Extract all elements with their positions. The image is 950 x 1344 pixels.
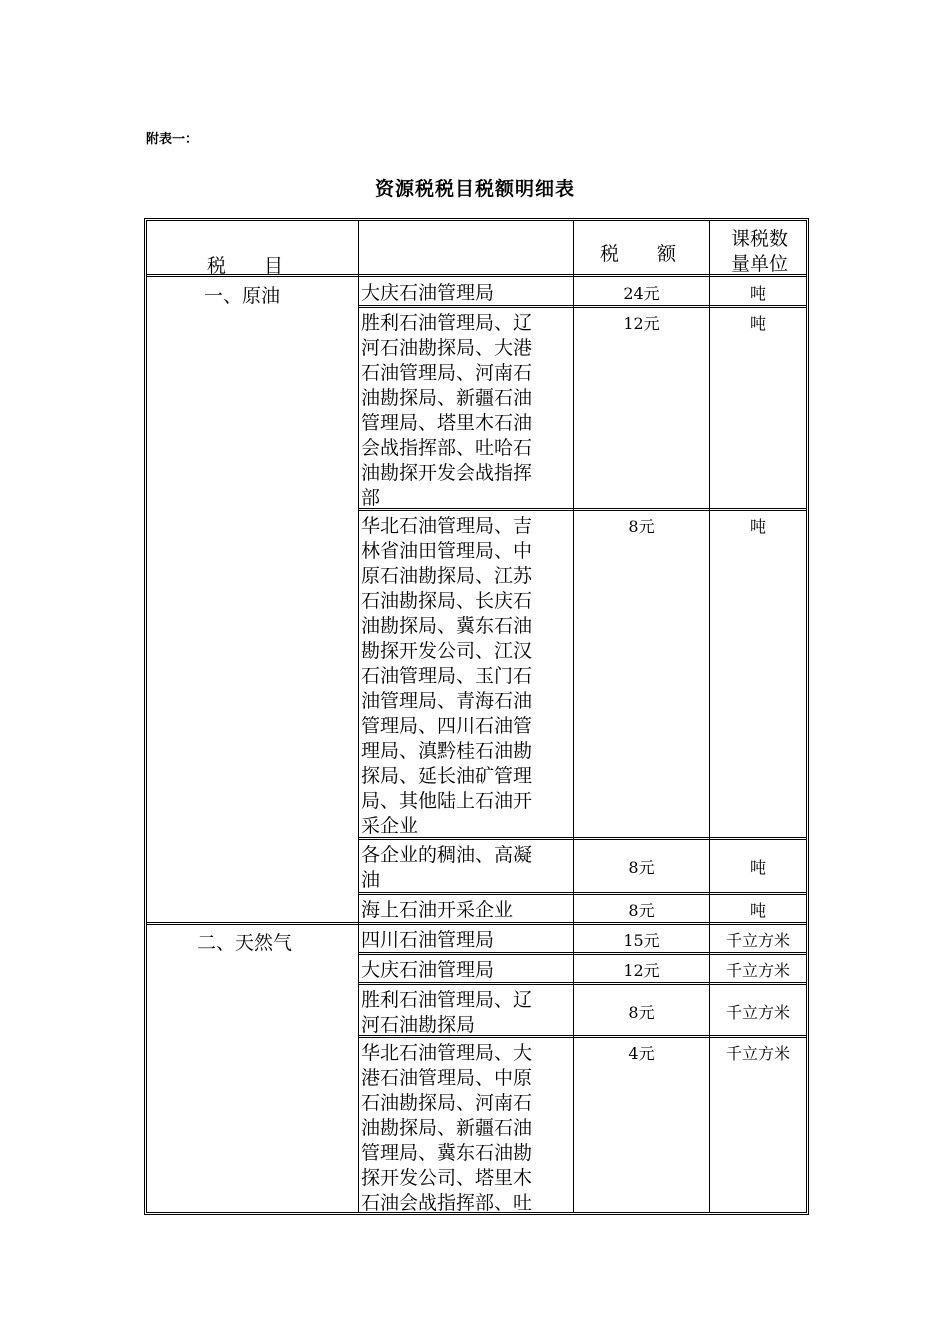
table-cell-amount: 8元 [628,858,655,877]
table-cell-amount: 15元 [623,931,660,950]
table-cell-unit: 吨 [749,858,766,877]
table-cell-desc: 大庆石油管理局 [361,282,495,304]
table-cell-desc: 胜利石油管理局、辽 河石油勘探局 [361,989,533,1036]
table-cell-amount: 12元 [623,314,660,333]
table-cell-amount: 24元 [623,284,660,303]
table-cell-desc: 大庆石油管理局 [361,959,495,981]
table-cell-desc: 各企业的稠油、高凝 油 [361,844,533,891]
page-title: 资源税税目税额明细表 [374,178,575,200]
annex-label: 附表一： [146,132,199,147]
table-cell-unit: 千立方米 [725,931,790,950]
table-cell-amount: 8元 [628,901,655,920]
table-cell-desc: 华北石油管理局、吉 林省油田管理局、中 原石油勘探局、江苏 石油勘探局、长庆石 油勘探局、冀东石油 勘探开发公司、江汉 石油管理局、玉门石 油管理局、青海石油 管理局、四川石油管 理局、滇黔桂石油勘 探局、延长油矿管理 局、其他陆上石油开 采企业 [361,515,533,837]
table-cell-amount: 12元 [623,961,660,980]
group-name: 一、原油 [204,285,281,307]
header-item: 税 目 [207,255,284,277]
header-divider [147,274,806,277]
table-cell-unit: 吨 [749,901,766,920]
table-cell-unit: 吨 [749,284,766,303]
table-cell-unit: 千立方米 [725,1044,790,1063]
header-tax-amount: 税 额 [600,243,677,265]
table-cell-desc: 华北石油管理局、大 港石油管理局、中原 石油勘探局、河南石 油勘探局、新疆石油 管理局、冀东石油勘 探开发公司、塔里木 石油会战指挥部、吐 [361,1042,533,1214]
table-cell-amount: 8元 [628,517,655,536]
table-cell-amount: 8元 [628,1003,655,1022]
group-name: 二、天然气 [197,932,293,954]
tax-table [144,218,809,1215]
table-cell-unit: 千立方米 [725,961,790,980]
table-cell-unit: 吨 [749,314,766,333]
table-cell-unit: 千立方米 [725,1003,790,1022]
table-cell-unit: 吨 [749,517,766,536]
header-unit: 课税数 量单位 [730,228,788,275]
table-cell-desc: 胜利石油管理局、辽 河石油勘探局、大港 石油管理局、河南石 油勘探局、新疆石油 管理局、塔里木石油 会战指挥部、吐哈石 油勘探开发会战指挥 部 [361,312,533,509]
column-divider [358,221,359,1212]
table-cell-desc: 四川石油管理局 [361,929,495,951]
table-cell-desc: 海上石油开采企业 [361,899,514,921]
table-cell-amount: 4元 [628,1044,655,1063]
